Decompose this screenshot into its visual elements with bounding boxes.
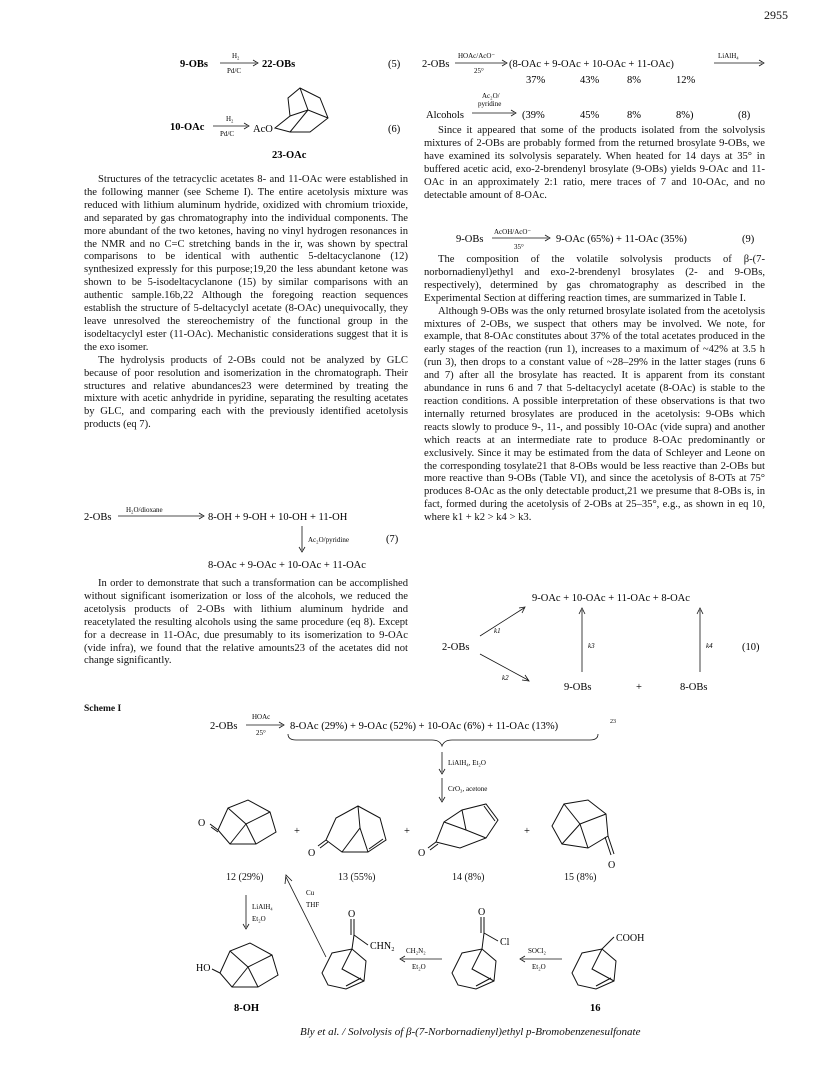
synthesis-row bbox=[190, 865, 660, 1025]
eq9-left: 9-OBs bbox=[456, 234, 484, 245]
scheme-ref: 23 bbox=[610, 719, 616, 725]
eq8-start: 2-OBs bbox=[422, 59, 450, 70]
plus-1: + bbox=[294, 826, 300, 837]
left-text-bottom bbox=[84, 578, 408, 668]
eq7-block bbox=[84, 500, 414, 578]
ketone-15-structure bbox=[552, 800, 614, 855]
ketone-13-label: 13 (55%) bbox=[338, 872, 376, 883]
eq5-reagent-top: H₂ bbox=[232, 52, 240, 60]
eq9-products: 9-OAc (65%) + 11-OAc (35%) bbox=[556, 234, 687, 245]
page-number: 2955 bbox=[764, 8, 788, 22]
eq7-reagent: H₂O/dioxane bbox=[126, 506, 163, 514]
acid-cooh: COOH bbox=[616, 933, 645, 944]
eq9-reagent-bottom: 35° bbox=[514, 243, 524, 251]
left-text-top bbox=[84, 174, 408, 432]
scheme-reagent-top: HOAc bbox=[252, 713, 271, 721]
eq8-reagent-top: HOAc/AcO⁻ bbox=[458, 52, 496, 60]
ketone-12-structure bbox=[210, 800, 276, 844]
eq10-top: 9-OAc + 10-OAc + 11-OAc + 8-OAc bbox=[532, 593, 690, 604]
socl2-top: SOCl₂ bbox=[528, 947, 547, 955]
cu-bottom: THF bbox=[306, 901, 320, 909]
socl2-bottom: Et₂O bbox=[532, 963, 546, 971]
ch2n2-top: CH₂N₂ bbox=[406, 947, 426, 955]
lialh-bottom: Et₂O bbox=[252, 915, 266, 923]
eq8-yield-2: 43% bbox=[580, 75, 600, 86]
diazoketone-o: O bbox=[348, 909, 356, 920]
acid-label: 16 bbox=[590, 1003, 601, 1014]
right-paragraph-2: The composition of the volatile solvolysis products of β-(7-norbornadienyl)ethyl and exo-2-brendenyl brosylates (2- and 9-OBs, respectively), determined by gas chromatography as described in the Experimental Section at differing reaction times, are summarized in Table I. bbox=[424, 254, 765, 304]
acid-chloride-cl: Cl bbox=[500, 937, 510, 948]
ch2n2-bottom: Et₂O bbox=[412, 963, 426, 971]
eq8-number: (8) bbox=[738, 110, 751, 121]
eq8-block bbox=[422, 40, 767, 122]
eq8-line2-yield-2: 45% bbox=[580, 110, 600, 121]
lialh-top: LiAlH₄ bbox=[252, 903, 273, 911]
left-paragraph-1: Structures of the tetracyclic acetates 8- and 11-OAc were established in the following manner (see Scheme I). The entire acetolysis mixture was reduced with lithium aluminum hydride, oxidized with chromium trioxide, and separated by gas chromatography into the individual components. The more abundant of the two ketones, having no vinyl hydrogen resonances in the NMR and no C=C stretching bands in the ir, was shown by spectral comparisons to be identical with authentic 5-deltacyclanone (12) synthesized expressly for this purpose;19,20 the less abundant ketone was shown to be 5-isodeltacyclanone (15) by similar comparisons with an authentic sample.16b,22 Although the foregoing reaction sequences establish the structure of 5-deltacyclyl acetate (8-OAc) unequivocally, they leave unresolved the stereochemistry of the functional group in the isodeltacyclyl ester (11-OAc). Mechanistic considerations suggest that it is the exo isomer. bbox=[84, 174, 408, 353]
diazo-group: CHN₂ bbox=[370, 941, 395, 952]
eq8-line2-yield-1: (39% bbox=[522, 110, 545, 121]
eq6-number: (6) bbox=[388, 124, 401, 135]
diazoketone-structure bbox=[322, 919, 368, 989]
eq7-start: 2-OBs bbox=[84, 512, 112, 523]
footer: Bly et al. / Solvolysis of β-(7-Norbornadienyl)ethyl p-Bromobenzenesulfonate bbox=[300, 1026, 641, 1038]
right-paragraph-1: Since it appeared that some of the products isolated from the solvolysis mixtures of 2-OBs are probably formed from the returned brosylate 9-OBs, we have examined its solvolysis separately. When heated for 14 days at 35° in buffered acetic acid, exo-2-brendenyl brosylate (9-OBs) yields 9-OAc and 11-OAc in an approximately 2:1 ratio, mere traces of 7 and 10-OAc, and no detectable amount of 8-OAc. bbox=[424, 125, 765, 201]
alcohol-label: 8-OH bbox=[234, 1003, 260, 1014]
eq10-block bbox=[424, 588, 769, 698]
scheme-products: 8-OAc (29%) + 9-OAc (52%) + 10-OAc (6%) + 11-OAc (13%) bbox=[290, 721, 559, 732]
eq6-group: AcO bbox=[253, 124, 273, 135]
eq10-plus: + bbox=[636, 682, 642, 693]
eq5-reagent-bottom: Pd/C bbox=[227, 67, 242, 75]
eq10-bottom-left: 9-OBs bbox=[564, 682, 592, 693]
ketone-12-o: O bbox=[198, 818, 206, 829]
cu-top: Cu bbox=[306, 889, 315, 897]
right-paragraph-3: Although 9-OBs was the only returned brosylate isolated from the acetolysis mixtures of 2-OBs, we suspect that others may be involved. We note, for example, that 8-OAc constitutes about 37% of the total acetates produced in the early stages of the reaction (run 1), increases to a maximum of ~42% at 3.5 h (run 3), then drops to a constant value of ~28–29% in the latter stages (runs 6 and 7) after all the brosylate has reacted. It is apparent from its constant abundance in runs 6 and 7 that 5-deltacyclyl acetate (8-OAc) is stable to the reaction conditions. A possible interpretation of these observations is that two internally returned brosylates are produced in the acetolysis: 9-OBs which reacts slowly to produce 9-, 11-, and possibly 10-OAc (vide supra) and another which reacts at an intermediate rate to produce 8-OAc predominantly or exclusively. Since it may be estimated from the data of Schleyer and Leone on the corresponding tosylate21 that 8-OBs would be less reactive than 2-OBs but more reactive than 9-OBs (Table VI), and since the acetolysis of 8-OTs at 75° produces 8-OAc as the only detectable product,21 we presume that 8-OBs is, in fact, formed during the acetolysis of 2-OBs at 25–35°, e.g., as shown in eq 10, where k1 + k2 > k4 > k3. bbox=[424, 305, 765, 524]
alcohol-ho: HO bbox=[196, 963, 211, 974]
eq5-eq6-block bbox=[170, 40, 430, 170]
eq10-k4: k4 bbox=[706, 642, 713, 650]
eq9-reagent-top: AcOH/AcO⁻ bbox=[494, 228, 532, 236]
eq10-bottom-right: 8-OBs bbox=[680, 682, 708, 693]
ketone-15-o: O bbox=[608, 860, 616, 871]
eq6-reagent-bottom: Pd/C bbox=[220, 130, 235, 138]
left-paragraph-3: In order to demonstrate that such a transformation can be accomplished without significant isomerization or loss of the alcohols, we reduced the acetolysis products of 2-OBs with lithium aluminum hydride and reacetylated the resulting alcohols using the same procedure (eq 8). Except for a decrease in 11-OAc, due presumably to its isomerization to 9-OAc (vide infra), we found that the relative amounts23 of the acetates did not change significantly. bbox=[84, 578, 408, 667]
eq10-k1: k1 bbox=[494, 627, 501, 635]
ketone-14-label: 14 (8%) bbox=[452, 872, 485, 883]
scheme-reagent-bottom: 25° bbox=[256, 729, 266, 737]
eq5-number: (5) bbox=[388, 59, 401, 70]
scheme-header bbox=[180, 706, 650, 766]
acid-chloride-structure bbox=[452, 917, 498, 989]
eq8-line2-yield-3: 8% bbox=[627, 110, 641, 121]
alcohol-8oh-structure bbox=[212, 943, 278, 987]
eq8-yield-3: 8% bbox=[627, 75, 641, 86]
ketone-12-label: 12 (29%) bbox=[226, 872, 264, 883]
scheme-step-2: CrO₃, acetone bbox=[448, 785, 488, 793]
eq10-k2: k2 bbox=[502, 674, 509, 682]
eq6-left: 10-OAc bbox=[170, 122, 205, 133]
eq8-reagent-right: LiAlH₄ bbox=[718, 52, 739, 60]
eq8-line2-reagent-top: Ac₂O/ bbox=[482, 92, 500, 100]
eq8-line2-left: Alcohols bbox=[426, 110, 464, 121]
eq8-products: (8-OAc + 9-OAc + 10-OAc + 11-OAc) bbox=[509, 59, 674, 70]
eq8-line2-yield-4: 8%) bbox=[676, 110, 694, 121]
eq10-start: 2-OBs bbox=[442, 642, 470, 653]
eq6-reagent-top: H₂ bbox=[226, 115, 234, 123]
acid-16-structure bbox=[572, 937, 616, 989]
plus-2: + bbox=[404, 826, 410, 837]
ketone-13-structure bbox=[318, 806, 386, 852]
eq5-left: 9-OBs bbox=[180, 59, 209, 70]
eq7-products: 8-OH + 9-OH + 10-OH + 11-OH bbox=[208, 512, 348, 523]
eq9-block bbox=[424, 225, 769, 253]
ketone-14-structure bbox=[428, 804, 498, 850]
eq8-yield-1: 37% bbox=[526, 75, 546, 86]
plus-3: + bbox=[524, 826, 530, 837]
acid-chloride-o: O bbox=[478, 907, 486, 918]
ketone-15-label: 15 (8%) bbox=[564, 872, 597, 883]
right-text-1 bbox=[424, 125, 765, 202]
eq8-yield-4: 12% bbox=[676, 75, 696, 86]
left-paragraph-2: The hydrolysis products of 2-OBs could not be analyzed by GLC because of poor resolution and isomerization in the chromatograph. Their structures and relative abundances23 were determined by treating the mixture with acetic anhydride in pyridine, separating the resulting acetates by GLC, and comparing each with the previously identified acetolysis products (eq 7). bbox=[84, 354, 408, 431]
eq6-structure bbox=[275, 88, 328, 132]
eq8-line2-reagent-bottom: pyridine bbox=[478, 100, 502, 108]
eq6-label: 23-OAc bbox=[272, 150, 307, 161]
eq10-number: (10) bbox=[742, 642, 760, 653]
right-text-2 bbox=[424, 254, 765, 525]
eq8-reagent-bottom: 25° bbox=[474, 67, 484, 75]
eq7-reagent-2: Ac₂O/pyridine bbox=[308, 536, 349, 544]
eq7-products-2: 8-OAc + 9-OAc + 10-OAc + 11-OAc bbox=[208, 560, 366, 571]
scheme-step-1: LiAlH₄, Et₂O bbox=[448, 759, 486, 767]
scheme-start: 2-OBs bbox=[210, 721, 238, 732]
scheme-title: Scheme I bbox=[84, 704, 122, 714]
eq10-k3: k3 bbox=[588, 642, 595, 650]
eq9-number: (9) bbox=[742, 234, 755, 245]
ketone-14-o: O bbox=[418, 848, 426, 859]
eq7-number: (7) bbox=[386, 534, 399, 545]
eq5-right: 22-OBs bbox=[262, 59, 296, 70]
ketone-13-o: O bbox=[308, 848, 316, 859]
